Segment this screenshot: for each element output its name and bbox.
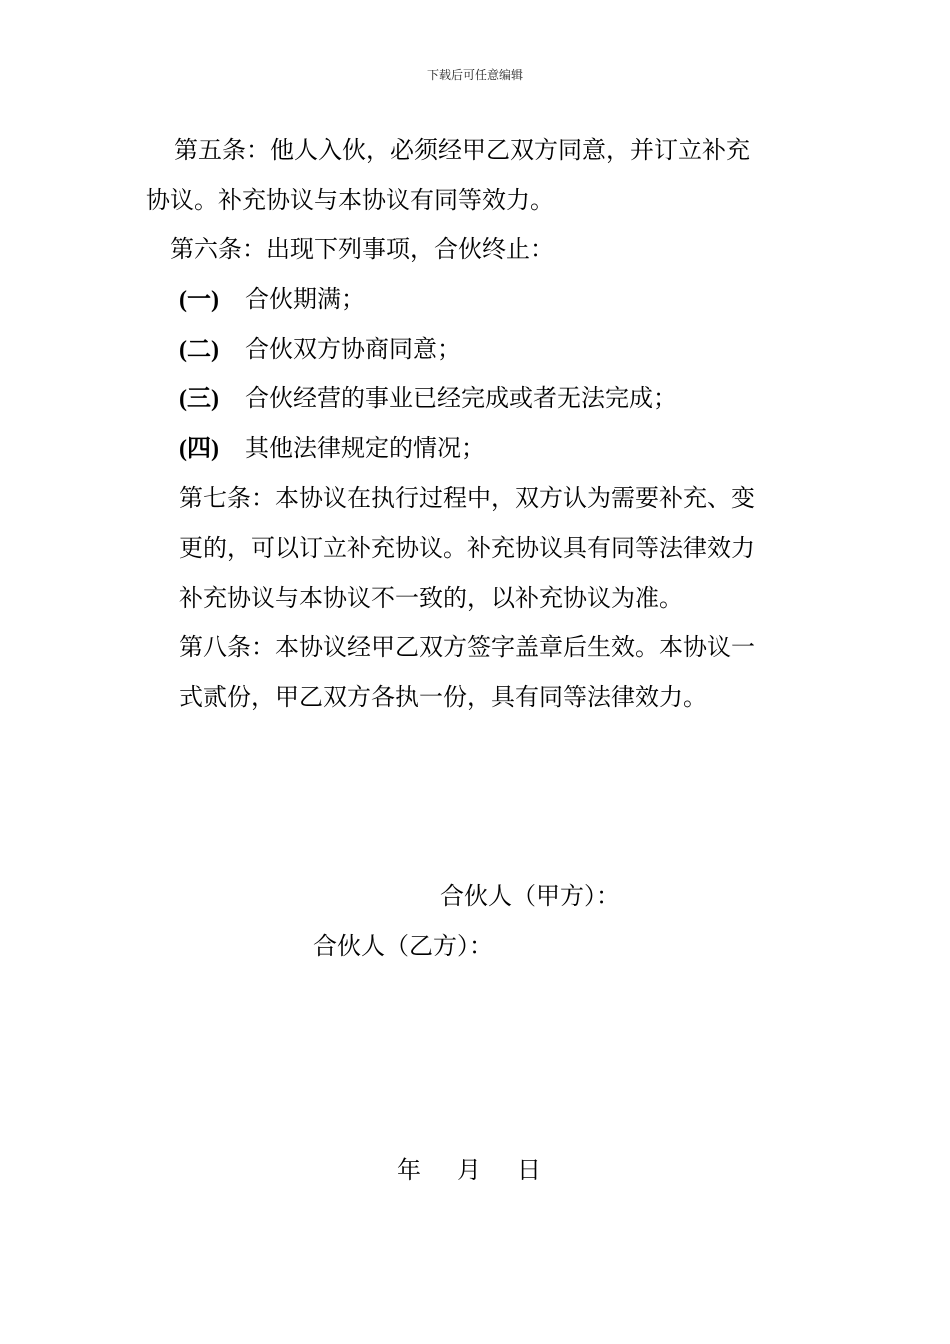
party-a-signature-label: 合伙人（甲方）： bbox=[440, 882, 620, 910]
page-header-note: 下载后可任意编辑 bbox=[426, 68, 523, 82]
article5-line2: 协议。补充协议与本协议有同等效力。 bbox=[146, 186, 554, 214]
list-item-number: (二) bbox=[179, 337, 219, 363]
article8-line1: 第八条：本协议经甲乙双方签字盖章后生效。本协议一 bbox=[179, 633, 755, 661]
list-item-number: (一) bbox=[179, 287, 219, 313]
date-day: 日 bbox=[517, 1156, 541, 1184]
article7-line2: 更的，可以订立补充协议。补充协议具有同等法律效力 bbox=[179, 534, 755, 562]
list-item-text: 其他法律规定的情况； bbox=[245, 434, 485, 462]
list-item-number: (三) bbox=[179, 386, 219, 412]
date-line bbox=[397, 1154, 541, 1186]
list-item-text: 合伙期满； bbox=[245, 285, 365, 313]
article8-line2: 式贰份，甲乙双方各执一份，具有同等法律效力。 bbox=[179, 683, 707, 711]
date-year: 年 bbox=[397, 1156, 421, 1184]
article5-line1: 第五条：他人入伙，必须经甲乙双方同意，并订立补充 bbox=[174, 136, 750, 164]
party-b-signature-label: 合伙人（乙方）： bbox=[313, 932, 493, 960]
list-item-text: 合伙双方协商同意； bbox=[245, 335, 461, 363]
article7-line3: 补充协议与本协议不一致的，以补充协议为准。 bbox=[179, 584, 683, 612]
list-item bbox=[179, 283, 365, 316]
article7-line1: 第七条：本协议在执行过程中，双方认为需要补充、变 bbox=[179, 484, 755, 512]
list-item bbox=[179, 432, 485, 465]
list-item-number: (四) bbox=[179, 436, 219, 462]
date-month: 月 bbox=[457, 1156, 481, 1184]
list-item bbox=[179, 333, 461, 366]
list-item bbox=[179, 382, 677, 415]
list-item-text: 合伙经营的事业已经完成或者无法完成； bbox=[245, 384, 677, 412]
article6-heading: 第六条：出现下列事项，合伙终止： bbox=[170, 235, 554, 263]
